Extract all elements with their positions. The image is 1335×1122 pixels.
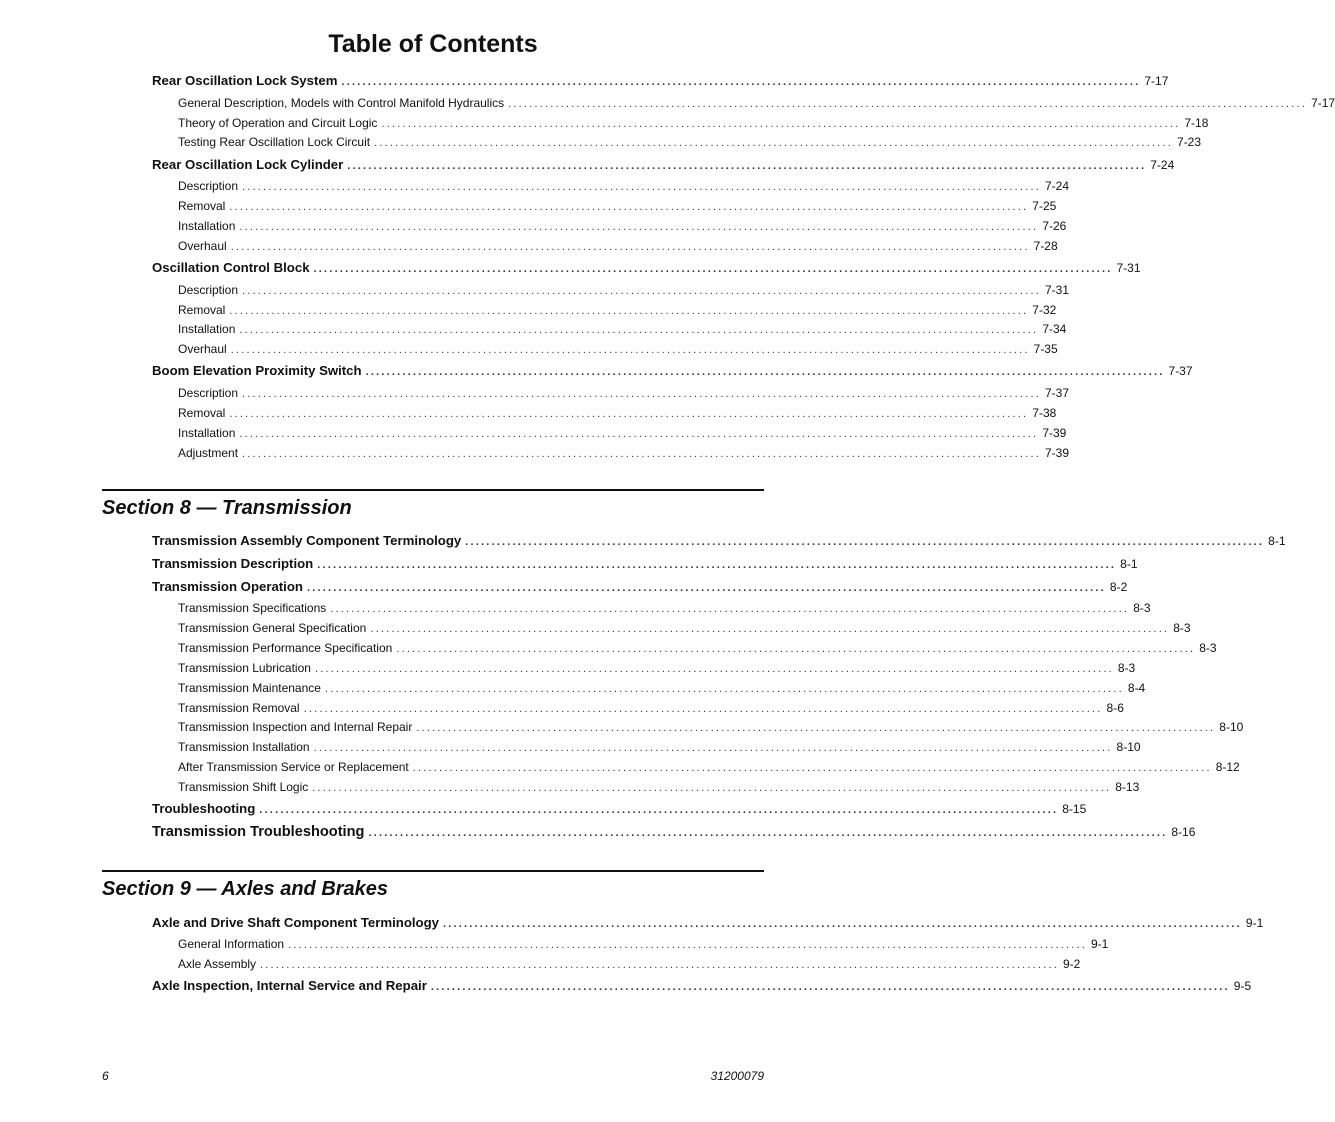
- toc-entry-page: 7-38: [1032, 406, 1057, 420]
- toc-leader-dots: ........................................................................................................................................................: [370, 623, 1170, 635]
- toc-entry-label: Description: [178, 283, 239, 297]
- toc-leader-dots: ........................................................................................................................................................: [242, 285, 1041, 297]
- toc-entry-page: 7-31: [1116, 261, 1141, 275]
- toc-entry: [152, 824, 1196, 840]
- toc-leader-dots: ........................................................................................................................................................: [230, 241, 1030, 253]
- toc-leader-dots: ........................................................................................................................................................: [341, 76, 1141, 88]
- toc-entry-label: Overhaul: [178, 239, 227, 253]
- toc-entry: [152, 915, 1264, 930]
- toc-entry: [178, 135, 1202, 149]
- toc-leader-dots: ........................................................................................................................................................: [313, 263, 1113, 275]
- toc-entry-label: Transmission Removal: [178, 701, 300, 715]
- toc-entry: [152, 579, 1128, 594]
- toc-entry-page: 9-1: [1245, 916, 1264, 930]
- toc-entry-label: Axle and Drive Shaft Component Terminology: [152, 915, 439, 930]
- toc-entry-label: After Transmission Service or Replacement: [178, 760, 409, 774]
- toc-entry: [178, 406, 1057, 420]
- toc-leader-dots: ........................................................................................................................................................: [242, 448, 1041, 460]
- toc-leader-dots: ........................................................................................................................................................: [312, 782, 1112, 794]
- toc-entry-label: Transmission Specifications: [178, 601, 327, 615]
- toc-entry-label: Installation: [178, 322, 236, 336]
- toc-entry: [178, 740, 1141, 754]
- toc-entry-page: 8-3: [1199, 641, 1217, 655]
- toc-entry-page: 8-10: [1219, 720, 1244, 734]
- toc-entry-label: Installation: [178, 426, 236, 440]
- toc-leader-dots: ........................................................................................................................................................: [368, 827, 1168, 839]
- toc-entry-page: 7-32: [1032, 303, 1057, 317]
- toc-entry: [178, 303, 1057, 317]
- toc-entry-label: Boom Elevation Proximity Switch: [152, 363, 362, 378]
- toc-entry-label: Rear Oscillation Lock System: [152, 73, 338, 88]
- toc-entry: [152, 801, 1087, 816]
- toc-entry-page: 7-28: [1033, 239, 1058, 253]
- toc-leader-dots: ........................................................................................................................................................: [374, 137, 1174, 149]
- page-title: Table of Contents: [328, 30, 538, 58]
- toc-entry-label: Transmission Description: [152, 556, 314, 571]
- section-9-rule: [102, 870, 764, 872]
- toc-leader-dots: ........................................................................................................................................................: [259, 804, 1059, 816]
- toc-entry-page: 8-1: [1120, 557, 1138, 571]
- toc-leader-dots: ........................................................................................................................................................: [229, 305, 1029, 317]
- toc-leader-dots: ........................................................................................................................................................: [430, 981, 1230, 993]
- toc-entry-page: 8-1: [1268, 534, 1286, 548]
- toc-entry: [152, 260, 1141, 275]
- toc-leader-dots: ........................................................................................................................................................: [230, 344, 1030, 356]
- toc-leader-dots: ........................................................................................................................................................: [324, 683, 1124, 695]
- toc-entry: [178, 621, 1191, 635]
- toc-entry-label: Transmission Operation: [152, 579, 303, 594]
- toc-entry-page: 8-16: [1171, 825, 1196, 839]
- toc-entry-label: Axle Inspection, Internal Service and Repair: [152, 978, 427, 993]
- toc-entry-page: 9-2: [1062, 957, 1081, 971]
- toc-entry: [152, 533, 1286, 548]
- toc-entry-page: 8-15: [1062, 802, 1087, 816]
- toc-entry-page: 7-39: [1044, 446, 1069, 460]
- toc-entry-page: 7-24: [1150, 158, 1175, 172]
- toc-entry-label: Installation: [178, 219, 236, 233]
- toc-entry: [178, 283, 1069, 297]
- toc-leader-dots: ........................................................................................................................................................: [288, 939, 1087, 951]
- toc-entry: [178, 661, 1136, 675]
- footer-page-number: 6: [102, 1069, 109, 1083]
- toc-leader-dots: ........................................................................................................................................................: [239, 428, 1039, 440]
- toc-leader-dots: ........................................................................................................................................................: [396, 643, 1196, 655]
- toc-entry-page: 7-37: [1168, 364, 1193, 378]
- toc-entry-page: 7-25: [1032, 199, 1057, 213]
- toc-entry: [178, 937, 1109, 951]
- toc-entry: [178, 96, 1335, 110]
- toc-entry-label: Removal: [178, 199, 226, 213]
- toc-leader-dots: ........................................................................................................................................................: [347, 160, 1147, 172]
- toc-entry: [178, 219, 1067, 233]
- toc-leader-dots: ........................................................................................................................................................: [306, 582, 1106, 594]
- toc-leader-dots: ........................................................................................................................................................: [508, 98, 1308, 110]
- toc-entry-page: 7-17: [1311, 96, 1335, 110]
- toc-entry-page: 7-39: [1042, 426, 1067, 440]
- toc-entry-label: Transmission Assembly Component Terminology: [152, 533, 462, 548]
- section-9-heading: Section 9 — Axles and Brakes: [102, 878, 389, 900]
- section-8-rule: [102, 489, 764, 491]
- toc-entry-page: 7-24: [1044, 179, 1069, 193]
- toc-entry: [152, 556, 1138, 571]
- toc-entry: [152, 363, 1193, 378]
- toc-leader-dots: ........................................................................................................................................................: [416, 722, 1216, 734]
- toc-entry-page: 7-35: [1033, 342, 1058, 356]
- toc-entry-page: 7-18: [1184, 116, 1209, 130]
- toc-entry: [178, 760, 1240, 774]
- toc-entry-label: General Information: [178, 937, 285, 951]
- toc-entry-label: Theory of Operation and Circuit Logic: [178, 116, 378, 130]
- toc-entry-page: 7-31: [1044, 283, 1069, 297]
- toc-entry: [178, 681, 1146, 695]
- toc-entry: [178, 239, 1058, 253]
- toc-leader-dots: ........................................................................................................................................................: [412, 762, 1212, 774]
- toc-leader-dots: ........................................................................................................................................................: [229, 408, 1029, 420]
- toc-entry-page: 7-17: [1144, 74, 1169, 88]
- toc-entry: [178, 342, 1058, 356]
- toc-entry-page: 8-3: [1117, 661, 1136, 675]
- toc-entry-label: Oscillation Control Block: [152, 260, 310, 275]
- toc-entry-label: Description: [178, 179, 239, 193]
- toc-entry-page: 8-6: [1106, 701, 1124, 715]
- toc-entry: [178, 426, 1067, 440]
- toc-entry-page: 8-3: [1133, 601, 1151, 615]
- toc-leader-dots: ........................................................................................................................................................: [260, 959, 1059, 971]
- toc-entry-page: 8-4: [1127, 681, 1146, 695]
- toc-entry: [152, 978, 1252, 993]
- toc-entry: [178, 641, 1217, 655]
- toc-entry-page: 7-34: [1042, 322, 1067, 336]
- toc-entry-label: Transmission Performance Specification: [178, 641, 393, 655]
- toc-entry-page: 8-10: [1116, 740, 1141, 754]
- footer-doc-number: 31200079: [710, 1069, 764, 1083]
- toc-entry-page: 7-37: [1044, 386, 1069, 400]
- toc-leader-dots: ........................................................................................................................................................: [365, 366, 1165, 378]
- toc-leader-dots: ........................................................................................................................................................: [242, 388, 1041, 400]
- toc-entry-page: 8-12: [1215, 760, 1240, 774]
- toc-entry: [178, 720, 1244, 734]
- toc-leader-dots: ........................................................................................................................................................: [313, 742, 1113, 754]
- toc-entry-label: Axle Assembly: [178, 957, 257, 971]
- toc-entry-page: 9-5: [1233, 979, 1252, 993]
- toc-entry-label: Overhaul: [178, 342, 227, 356]
- toc-entry: [178, 701, 1124, 715]
- toc-leader-dots: ........................................................................................................................................................: [442, 918, 1242, 930]
- toc-entry-label: Transmission Troubleshooting: [152, 824, 365, 840]
- toc-entry-label: General Description, Models with Control Manifold Hydraulics: [178, 96, 505, 110]
- section-8-heading: Section 8 — Transmission: [102, 497, 352, 519]
- toc-entry-label: Testing Rear Oscillation Lock Circuit: [178, 135, 371, 149]
- toc-entry-label: Transmission Shift Logic: [178, 780, 309, 794]
- toc-leader-dots: ........................................................................................................................................................: [303, 703, 1103, 715]
- toc-entry-label: Troubleshooting: [152, 801, 256, 816]
- toc-entry-page: 8-3: [1173, 621, 1191, 635]
- toc-entry: [178, 446, 1069, 460]
- toc-entry: [178, 601, 1151, 615]
- toc-entry-page: 7-26: [1042, 219, 1067, 233]
- toc-entry: [178, 957, 1081, 971]
- toc-entry: [178, 179, 1069, 193]
- toc-entry-page: 7-23: [1177, 135, 1202, 149]
- toc-leader-dots: ........................................................................................................................................................: [381, 118, 1181, 130]
- toc-entry-page: 9-1: [1091, 937, 1109, 951]
- toc-entry: [178, 780, 1140, 794]
- toc-entry-label: Removal: [178, 303, 226, 317]
- toc-entry: [152, 73, 1169, 88]
- toc-entry: [178, 322, 1067, 336]
- toc-entry: [178, 199, 1057, 213]
- toc-entry-label: Transmission Installation: [178, 740, 310, 754]
- toc-entry: [178, 386, 1069, 400]
- toc-entry-label: Removal: [178, 406, 226, 420]
- toc-entry-page: 8-2: [1109, 580, 1128, 594]
- toc-leader-dots: ........................................................................................................................................................: [465, 536, 1265, 548]
- toc-entry-label: Adjustment: [178, 446, 239, 460]
- toc-entry-page: 8-13: [1115, 780, 1140, 794]
- toc-entry-label: Transmission General Specification: [178, 621, 367, 635]
- toc-leader-dots: ........................................................................................................................................................: [317, 559, 1117, 571]
- toc-leader-dots: ........................................................................................................................................................: [239, 324, 1039, 336]
- toc-entry-label: Transmission Inspection and Internal Repair: [178, 720, 413, 734]
- toc-entry-label: Transmission Lubrication: [178, 661, 311, 675]
- toc-leader-dots: ........................................................................................................................................................: [229, 201, 1029, 213]
- toc-leader-dots: ........................................................................................................................................................: [330, 603, 1130, 615]
- toc-entry-label: Description: [178, 386, 239, 400]
- toc-leader-dots: ........................................................................................................................................................: [314, 663, 1114, 675]
- toc-entry-label: Rear Oscillation Lock Cylinder: [152, 157, 344, 172]
- toc-leader-dots: ........................................................................................................................................................: [242, 181, 1041, 193]
- toc-entry: [178, 116, 1209, 130]
- toc-entry: [152, 157, 1175, 172]
- toc-entry-label: Transmission Maintenance: [178, 681, 321, 695]
- toc-leader-dots: ........................................................................................................................................................: [239, 221, 1039, 233]
